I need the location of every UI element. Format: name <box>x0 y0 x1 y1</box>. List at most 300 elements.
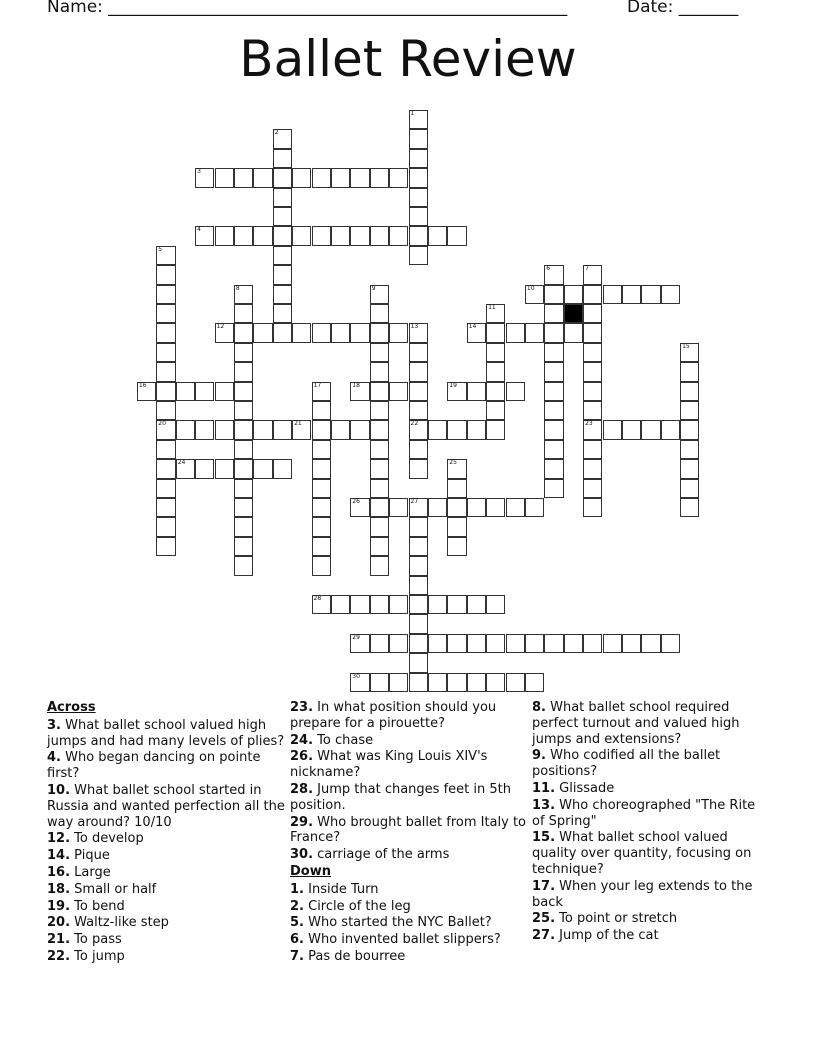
grid-cell[interactable] <box>156 382 175 401</box>
clue-text: In what position should you prepare for a pirouette? <box>290 700 497 731</box>
grid-cell[interactable] <box>544 401 563 420</box>
grid-cell[interactable] <box>370 459 389 478</box>
grid-cell[interactable] <box>234 459 253 478</box>
page-title: Ballet Review <box>239 30 577 88</box>
grid-cell[interactable] <box>156 304 175 323</box>
grid-cell[interactable] <box>137 382 156 401</box>
grid-cell[interactable] <box>544 285 563 304</box>
grid-cell[interactable] <box>680 343 699 362</box>
grid-cell[interactable] <box>506 323 525 342</box>
grid-cell[interactable] <box>467 498 486 517</box>
grid-cell[interactable] <box>292 168 311 187</box>
grid-cell[interactable] <box>447 595 466 614</box>
grid-cell[interactable] <box>370 537 389 556</box>
clue-text: To develop <box>70 831 144 847</box>
grid-cell[interactable] <box>506 498 525 517</box>
grid-cell[interactable] <box>447 498 466 517</box>
grid-cell[interactable] <box>428 226 447 245</box>
down-clue <box>290 899 526 915</box>
grid-cell[interactable] <box>486 323 505 342</box>
grid-cell[interactable] <box>273 246 292 265</box>
grid-cell[interactable] <box>447 382 466 401</box>
grid-cell[interactable] <box>447 634 466 653</box>
grid-cell[interactable] <box>292 226 311 245</box>
clue-column-1 <box>47 700 287 966</box>
grid-cell[interactable] <box>234 362 253 381</box>
grid-cell[interactable] <box>195 382 214 401</box>
grid-cell[interactable] <box>409 420 428 439</box>
grid-cell[interactable] <box>331 226 350 245</box>
cell-number: 19 <box>449 381 457 389</box>
grid-cell[interactable] <box>370 673 389 692</box>
grid-cell[interactable] <box>176 382 195 401</box>
grid-cell[interactable] <box>156 343 175 362</box>
cell-number: 13 <box>410 323 419 331</box>
grid-cell[interactable] <box>389 226 408 245</box>
grid-cell[interactable] <box>680 401 699 420</box>
grid-cell[interactable] <box>467 420 486 439</box>
clue-number: 23. <box>290 700 314 715</box>
clue-text: Glissade <box>555 780 615 796</box>
cell-number: 18 <box>352 381 360 389</box>
grid-cell[interactable] <box>370 517 389 536</box>
grid-cell[interactable] <box>370 343 389 362</box>
grid-cell[interactable] <box>544 304 563 323</box>
grid-cell[interactable] <box>312 517 331 536</box>
grid-cell[interactable] <box>176 420 195 439</box>
grid-cell[interactable] <box>641 634 660 653</box>
grid-cell[interactable] <box>389 498 408 517</box>
grid-cell[interactable] <box>176 459 195 478</box>
cell-number: 7 <box>585 265 589 273</box>
grid-cell[interactable] <box>506 673 525 692</box>
grid-cell[interactable] <box>409 556 428 575</box>
grid-cell[interactable] <box>622 420 641 439</box>
clue-text: To pass <box>70 932 122 948</box>
grid-cell[interactable] <box>544 343 563 362</box>
clue-number: 30. <box>290 847 314 863</box>
grid-cell[interactable] <box>156 517 175 536</box>
grid-cell[interactable] <box>583 440 602 459</box>
grid-cell[interactable] <box>156 401 175 420</box>
clue-text: Who invented ballet slippers? <box>303 932 501 948</box>
grid-cell[interactable] <box>680 382 699 401</box>
grid-cell[interactable] <box>409 168 428 187</box>
grid-cell[interactable] <box>312 537 331 556</box>
grid-cell[interactable] <box>273 149 292 168</box>
grid-cell[interactable] <box>273 459 292 478</box>
across-clue <box>47 865 287 881</box>
grid-cell[interactable] <box>234 168 253 187</box>
grid-cell[interactable] <box>234 304 253 323</box>
grid-cell[interactable] <box>156 479 175 498</box>
clue-text: What ballet school valued high jumps and had many levels of plies? <box>47 717 285 749</box>
grid-cell[interactable] <box>583 401 602 420</box>
grid-cell[interactable] <box>447 517 466 536</box>
grid-cell[interactable] <box>195 420 214 439</box>
grid-cell[interactable] <box>253 168 272 187</box>
clue-number: 9. <box>532 748 546 764</box>
grid-cell[interactable] <box>389 323 408 342</box>
grid-cell[interactable] <box>506 634 525 653</box>
grid-cell[interactable] <box>253 226 272 245</box>
grid-cell[interactable] <box>350 634 369 653</box>
grid-cell[interactable] <box>215 226 234 245</box>
grid-cell[interactable] <box>583 420 602 439</box>
grid-cell[interactable] <box>156 362 175 381</box>
grid-cell[interactable] <box>234 401 253 420</box>
grid-cell[interactable] <box>215 382 234 401</box>
across-clue <box>290 700 526 732</box>
grid-cell[interactable] <box>409 459 428 478</box>
clue-text: Who codified all the ballet positions? <box>532 748 721 780</box>
grid-cell[interactable] <box>409 382 428 401</box>
grid-cell[interactable] <box>409 595 428 614</box>
grid-cell[interactable] <box>409 517 428 536</box>
grid-cell[interactable] <box>156 265 175 284</box>
grid-cell[interactable] <box>370 168 389 187</box>
grid-cell[interactable] <box>253 420 272 439</box>
grid-cell[interactable] <box>486 498 505 517</box>
grid-cell[interactable] <box>447 673 466 692</box>
grid-cell[interactable] <box>409 188 428 207</box>
grid-cell[interactable] <box>370 479 389 498</box>
grid-cell[interactable] <box>428 634 447 653</box>
clue-number: 1. <box>290 881 304 897</box>
grid-cell[interactable] <box>661 285 680 304</box>
grid-cell[interactable] <box>370 556 389 575</box>
grid-cell[interactable] <box>525 285 544 304</box>
grid-cell[interactable] <box>389 595 408 614</box>
grid-cell[interactable] <box>603 285 622 304</box>
grid-cell[interactable] <box>428 595 447 614</box>
grid-cell[interactable] <box>312 323 331 342</box>
grid-cell[interactable] <box>350 226 369 245</box>
grid-cell[interactable] <box>312 226 331 245</box>
grid-cell[interactable] <box>215 459 234 478</box>
clue-number: 29. <box>290 814 314 830</box>
grid-cell[interactable] <box>467 323 486 342</box>
grid-cell[interactable] <box>273 285 292 304</box>
grid-cell[interactable] <box>506 382 525 401</box>
grid-cell[interactable] <box>447 479 466 498</box>
grid-cell[interactable] <box>447 459 466 478</box>
grid-cell[interactable] <box>234 226 253 245</box>
grid-cell[interactable] <box>486 634 505 653</box>
grid-cell[interactable] <box>234 440 253 459</box>
grid-cell[interactable] <box>583 323 602 342</box>
grid-cell[interactable] <box>409 498 428 517</box>
grid-cell[interactable] <box>622 634 641 653</box>
grid-cell[interactable] <box>273 226 292 245</box>
grid-cell[interactable] <box>622 285 641 304</box>
grid-cell[interactable] <box>486 343 505 362</box>
grid-cell[interactable] <box>641 285 660 304</box>
grid-cell[interactable] <box>234 343 253 362</box>
grid-cell[interactable] <box>486 362 505 381</box>
down-clue <box>532 879 760 911</box>
clue-column-3 <box>532 700 760 945</box>
cell-number: 9 <box>371 284 376 292</box>
across-clue <box>47 718 287 750</box>
grid-cell[interactable] <box>525 634 544 653</box>
grid-cell[interactable] <box>273 188 292 207</box>
grid-cell[interactable] <box>525 673 544 692</box>
down-clue <box>532 700 760 747</box>
name-field-label[interactable]: Name: ______________________________________________________ <box>47 0 568 17</box>
grid-cell[interactable] <box>486 401 505 420</box>
grid-cell[interactable] <box>273 304 292 323</box>
cell-number: 12 <box>216 323 225 331</box>
grid-cell[interactable] <box>544 323 563 342</box>
grid-cell[interactable] <box>273 207 292 226</box>
grid-cell[interactable] <box>273 420 292 439</box>
grid-cell[interactable] <box>370 323 389 342</box>
grid-cell[interactable] <box>156 537 175 556</box>
grid-cell[interactable] <box>544 459 563 478</box>
grid-cell[interactable] <box>370 285 389 304</box>
grid-cell[interactable] <box>603 420 622 439</box>
grid-cell[interactable] <box>234 556 253 575</box>
down-clue <box>532 781 760 797</box>
grid-cell[interactable] <box>350 420 369 439</box>
grid-cell[interactable] <box>525 323 544 342</box>
grid-cell[interactable] <box>389 382 408 401</box>
grid-cell[interactable] <box>156 498 175 517</box>
grid-cell[interactable] <box>312 459 331 478</box>
grid-cell[interactable] <box>389 168 408 187</box>
grid-cell[interactable] <box>312 401 331 420</box>
grid-cell[interactable] <box>641 420 660 439</box>
grid-cell[interactable] <box>195 226 214 245</box>
cell-number: 14 <box>468 323 477 331</box>
grid-cell[interactable] <box>370 595 389 614</box>
grid-cell[interactable] <box>370 304 389 323</box>
grid-cell[interactable] <box>234 479 253 498</box>
grid-cell[interactable] <box>583 265 602 284</box>
grid-cell[interactable] <box>331 595 350 614</box>
grid-cell[interactable] <box>661 634 680 653</box>
grid-cell[interactable] <box>467 595 486 614</box>
grid-cell[interactable] <box>564 285 583 304</box>
grid-cell[interactable] <box>370 362 389 381</box>
grid-cell[interactable] <box>583 285 602 304</box>
grid-cell[interactable] <box>409 576 428 595</box>
grid-cell[interactable] <box>312 556 331 575</box>
grid-cell[interactable] <box>680 420 699 439</box>
grid-cell[interactable] <box>467 673 486 692</box>
clue-text: Small or half <box>70 881 157 897</box>
grid-cell[interactable] <box>292 323 311 342</box>
grid-cell[interactable] <box>544 440 563 459</box>
grid-cell[interactable] <box>350 382 369 401</box>
grid-cell[interactable] <box>525 498 544 517</box>
grid-cell[interactable] <box>234 517 253 536</box>
cell-number: 27 <box>410 498 419 505</box>
grid-cell[interactable] <box>467 382 486 401</box>
grid-cell[interactable] <box>486 595 505 614</box>
grid-cell[interactable] <box>409 634 428 653</box>
grid-cell[interactable] <box>661 420 680 439</box>
cell-number: 25 <box>449 459 457 467</box>
grid-cell[interactable] <box>331 323 350 342</box>
grid-cell[interactable] <box>409 440 428 459</box>
grid-cell[interactable] <box>156 323 175 342</box>
grid-cell[interactable] <box>370 440 389 459</box>
grid-cell[interactable] <box>156 459 175 478</box>
grid-cell[interactable] <box>544 634 563 653</box>
grid-cell[interactable] <box>215 168 234 187</box>
grid-cell[interactable] <box>273 265 292 284</box>
grid-cell[interactable] <box>370 401 389 420</box>
grid-cell[interactable] <box>409 129 428 148</box>
grid-cell[interactable] <box>409 653 428 672</box>
grid-cell[interactable] <box>583 382 602 401</box>
grid-cell[interactable] <box>253 459 272 478</box>
clue-text: When your leg extends to the back <box>532 878 753 910</box>
grid-cell[interactable] <box>273 129 292 148</box>
grid-cell[interactable] <box>428 673 447 692</box>
grid-cell[interactable] <box>486 382 505 401</box>
grid-cell[interactable] <box>312 479 331 498</box>
grid-cell[interactable] <box>583 304 602 323</box>
grid-cell[interactable] <box>409 401 428 420</box>
grid-cell[interactable] <box>215 323 234 342</box>
grid-cell[interactable] <box>680 498 699 517</box>
grid-cell[interactable] <box>253 323 272 342</box>
grid-cell[interactable] <box>389 673 408 692</box>
grid-cell[interactable] <box>370 634 389 653</box>
grid-cell[interactable] <box>234 420 253 439</box>
grid-cell[interactable] <box>467 634 486 653</box>
grid-cell[interactable] <box>564 323 583 342</box>
clue-number: 6. <box>290 932 304 948</box>
grid-cell[interactable] <box>544 420 563 439</box>
grid-cell[interactable] <box>409 110 428 129</box>
grid-cell[interactable] <box>409 207 428 226</box>
grid-cell[interactable] <box>409 673 428 692</box>
grid-cell[interactable] <box>331 168 350 187</box>
grid-cell[interactable] <box>370 382 389 401</box>
grid-cell[interactable] <box>544 265 563 284</box>
grid-cell[interactable] <box>156 246 175 265</box>
clue-text: To chase <box>313 732 374 748</box>
date-field-label[interactable]: Date: _______ <box>627 0 739 17</box>
down-clue <box>532 798 760 830</box>
grid-cell[interactable] <box>486 673 505 692</box>
grid-cell[interactable] <box>486 304 505 323</box>
grid-cell[interactable] <box>350 595 369 614</box>
grid-cell[interactable] <box>370 226 389 245</box>
grid-cell[interactable] <box>583 498 602 517</box>
grid-cell[interactable] <box>350 673 369 692</box>
grid-cell[interactable] <box>544 382 563 401</box>
grid-cell[interactable] <box>583 343 602 362</box>
grid-cell[interactable] <box>409 226 428 245</box>
grid-cell[interactable] <box>409 537 428 556</box>
grid-cell[interactable] <box>312 498 331 517</box>
grid-cell[interactable] <box>312 382 331 401</box>
grid-cell[interactable] <box>583 479 602 498</box>
down-clue <box>532 830 760 877</box>
grid-cell[interactable] <box>428 420 447 439</box>
clue-text: Large <box>70 864 111 880</box>
clue-text: Inside Turn <box>303 881 379 897</box>
grid-cell[interactable] <box>447 420 466 439</box>
grid-cell[interactable] <box>583 634 602 653</box>
cell-number: 3 <box>197 168 201 176</box>
clue-text: Who began dancing on pointe first? <box>47 750 261 782</box>
grid-cell[interactable] <box>428 498 447 517</box>
grid-cell[interactable] <box>680 479 699 498</box>
grid-cell[interactable] <box>156 285 175 304</box>
grid-cell[interactable] <box>409 246 428 265</box>
grid-cell[interactable] <box>234 498 253 517</box>
grid-cell[interactable] <box>331 420 350 439</box>
grid-cell[interactable] <box>312 595 331 614</box>
clue-number: 10. <box>47 782 71 798</box>
grid-cell[interactable] <box>234 537 253 556</box>
clue-number: 20. <box>47 915 71 931</box>
grid-cell[interactable] <box>544 479 563 498</box>
grid-cell[interactable] <box>273 168 292 187</box>
grid-cell[interactable] <box>292 420 311 439</box>
grid-cell[interactable] <box>409 323 428 342</box>
grid-cell[interactable] <box>234 323 253 342</box>
grid-cell[interactable] <box>234 382 253 401</box>
grid-cell[interactable] <box>486 420 505 439</box>
grid-cell[interactable] <box>409 362 428 381</box>
grid-cell[interactable] <box>680 440 699 459</box>
grid-cell[interactable] <box>409 614 428 633</box>
grid-cell[interactable] <box>370 420 389 439</box>
grid-cell[interactable] <box>583 459 602 478</box>
grid-cell[interactable] <box>195 168 214 187</box>
grid-cell[interactable] <box>680 362 699 381</box>
grid-cell[interactable] <box>350 323 369 342</box>
grid-cell[interactable] <box>273 323 292 342</box>
cell-number: 6 <box>546 265 551 273</box>
clue-text: What was King Louis XIV's nickname? <box>290 749 488 781</box>
grid-cell[interactable] <box>215 420 234 439</box>
grid-cell[interactable] <box>312 420 331 439</box>
clue-number: 13. <box>532 797 556 813</box>
grid-cell[interactable] <box>350 498 369 517</box>
grid-cell[interactable] <box>583 362 602 381</box>
grid-cell[interactable] <box>234 285 253 304</box>
grid-cell[interactable] <box>564 634 583 653</box>
grid-cell[interactable] <box>370 498 389 517</box>
grid-cell[interactable] <box>156 440 175 459</box>
grid-cell[interactable] <box>312 168 331 187</box>
grid-cell[interactable] <box>447 226 466 245</box>
grid-cell[interactable] <box>409 149 428 168</box>
down-clue <box>290 949 526 965</box>
across-clue <box>47 831 287 847</box>
grid-cell[interactable] <box>195 459 214 478</box>
grid-cell[interactable] <box>603 634 622 653</box>
grid-cell[interactable] <box>389 634 408 653</box>
clue-number: 17. <box>532 878 556 894</box>
grid-cell[interactable] <box>409 343 428 362</box>
grid-cell[interactable] <box>156 420 175 439</box>
clue-number: 5. <box>290 915 304 931</box>
grid-cell[interactable] <box>447 537 466 556</box>
grid-cell[interactable] <box>350 168 369 187</box>
grid-cell[interactable] <box>544 362 563 381</box>
grid-cell[interactable] <box>312 440 331 459</box>
grid-cell[interactable] <box>680 459 699 478</box>
